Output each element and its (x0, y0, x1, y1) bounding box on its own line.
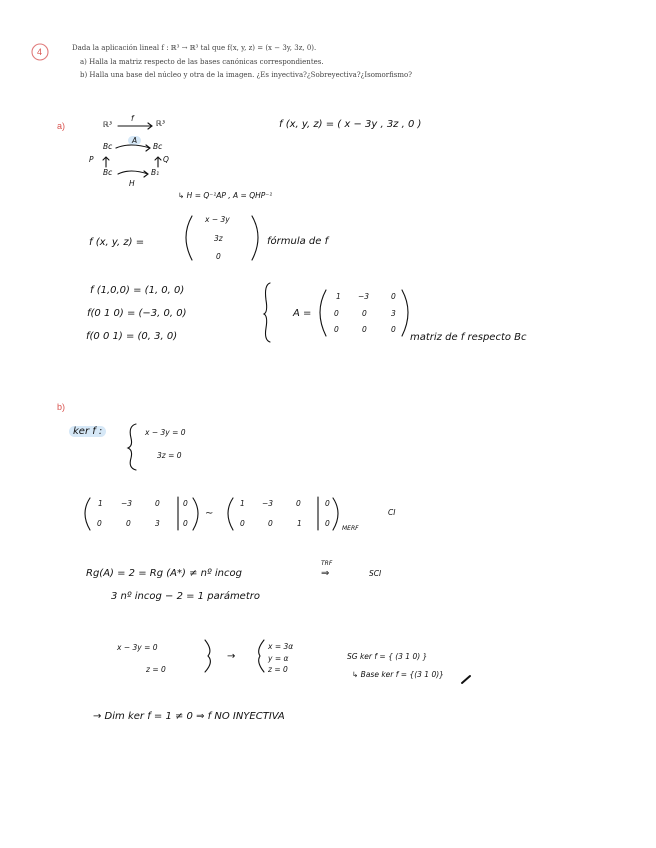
sys2-eq-2: z = 0 (146, 665, 166, 674)
matrix-cell: 1 (336, 292, 341, 301)
diagram-q-label: Q (163, 155, 169, 164)
conclusion-line: → Dim ker f = 1 ≠ 0 ⇒ f NO INYECTIVA (93, 711, 285, 722)
diagram-arrow-q (155, 157, 161, 167)
diagram-r3-left: ℝ³ (103, 120, 112, 129)
aug1-cell: 0 (155, 499, 160, 508)
param-sol-2: y = α (268, 654, 289, 663)
matrix-cell: 3 (391, 309, 396, 318)
aug1-cell: 0 (126, 519, 131, 528)
aug2-cell: −3 (262, 499, 274, 508)
matrix-note: matriz de f respecto Bc (410, 332, 527, 343)
matrix-cell: 0 (391, 325, 396, 334)
diagram-a-label: A (128, 136, 141, 145)
aug1-cell: −3 (121, 499, 133, 508)
diagram-r3-right: ℝ³ (156, 119, 165, 128)
matrix-cell: 0 (391, 292, 396, 301)
diagram-bc-bottom: Bc (103, 168, 113, 177)
problem-part-b: b) Halla una base del núcleo y otra de la imagen. ¿Es inyectiva?¿Sobreyectiva?¿Isomorfismo? (80, 71, 412, 79)
param-sol-1: x = 3α (268, 642, 294, 651)
implies-sign: ⇒ (321, 568, 330, 579)
sys2-eq-1: x − 3y = 0 (117, 643, 158, 652)
image-e1: f (1,0,0) = (1, 0, 0) (90, 285, 185, 296)
diagram-arrow-top (118, 123, 152, 129)
aug2-cell: 0 (296, 499, 301, 508)
aug1-cell: 0 (183, 519, 188, 528)
section-b-label: b) (57, 402, 66, 412)
aug1-cell: 0 (183, 499, 188, 508)
sg-line: SG ker f = { (3 1 0) } (347, 652, 428, 661)
formula-col-3: 0 (216, 252, 221, 261)
sys2-arrow: → (227, 651, 236, 662)
base-line: ↳ Base ker f = {(3 1 0)} (352, 670, 444, 679)
aug2-paren-right (333, 498, 338, 530)
params-line: 3 nº incog − 2 = 1 parámetro (111, 591, 260, 602)
problem-part-a: a) Halla la matriz respecto de las bases canónicas correspondientes. (80, 58, 324, 66)
formula-col-2: 3z (214, 234, 223, 243)
ker-brace (128, 424, 136, 470)
base-underline-tick (462, 676, 470, 683)
aug1-paren-left (85, 498, 90, 530)
problem-statement: Dada la aplicación lineal f : ℝ³ → ℝ³ tal que f(x, y, z) = (x − 3y, 3z, 0). (72, 44, 317, 52)
aug2-cell: 0 (325, 519, 330, 528)
section-a-label: a) (57, 121, 66, 131)
matrix-cell: 0 (362, 325, 367, 334)
diagram-arrow-bottom (118, 171, 148, 177)
param-brace (259, 640, 264, 672)
param-sol-3: z = 0 (268, 665, 288, 674)
sci-label: SCI (369, 569, 382, 578)
ci-label: CI (388, 508, 396, 517)
aug1-cell: 1 (98, 499, 103, 508)
matrix-paren-left (320, 290, 326, 336)
system-eq-2: 3z = 0 (157, 451, 182, 460)
aug1-cell: 0 (97, 519, 102, 528)
problem-number: 4 (37, 47, 43, 57)
aug2-paren-left (228, 498, 233, 530)
image-e3: f(0 0 1) = (0, 3, 0) (86, 331, 178, 342)
formula-paren-right (252, 216, 258, 260)
diagram-b1: B₁ (151, 168, 160, 177)
matrix-cell: 0 (362, 309, 367, 318)
matrix-cell: −3 (358, 292, 370, 301)
matrix-cell: 0 (334, 325, 339, 334)
formula-col-1: x − 3y (205, 215, 230, 224)
diagram-arrow-p (103, 157, 109, 167)
diagram-h-label: H (129, 179, 135, 188)
formula-lhs: f (x, y, z) = (89, 237, 145, 248)
diagram-arrow-mid (116, 145, 150, 151)
aug2-cell: 0 (240, 519, 245, 528)
aug1-paren-right (193, 498, 198, 530)
ker-label: ker f : (69, 426, 106, 437)
matrix-label: A = (293, 308, 312, 319)
tra-label: TRF (321, 560, 333, 567)
rank-line: Rg(A) = 2 = Rg (A*) ≠ nº incog (86, 568, 242, 579)
merf-label: MERF (342, 525, 359, 532)
sys2-brace (205, 640, 210, 672)
aug2-cell: 1 (297, 519, 302, 528)
aug2-cell: 1 (240, 499, 245, 508)
diagram-bc-right: Bc (153, 142, 163, 151)
definition: f (x, y, z) = ( x − 3y , 3z , 0 ) (279, 119, 422, 130)
diagram-p-label: P (89, 155, 94, 164)
diagram-bc-left: Bc (103, 142, 113, 151)
formula-note: fórmula de f (267, 236, 329, 247)
image-e2: f(0 1 0) = (−3, 0, 0) (87, 308, 187, 319)
similar-sign: ∼ (205, 508, 214, 519)
matrix-paren-right (402, 290, 408, 336)
aug2-cell: 0 (268, 519, 273, 528)
aug1-cell: 3 (155, 519, 160, 528)
system-eq-1: x − 3y = 0 (145, 428, 186, 437)
relation: ↳ H = Q⁻¹AP , A = QHP⁻¹ (178, 191, 273, 200)
aug2-cell: 0 (325, 499, 330, 508)
formula-paren-left (186, 216, 192, 260)
matrix-cell: 0 (334, 309, 339, 318)
diagram-f-arrow: f (131, 114, 134, 123)
images-brace (264, 283, 270, 342)
problem-number-circle (32, 44, 48, 60)
